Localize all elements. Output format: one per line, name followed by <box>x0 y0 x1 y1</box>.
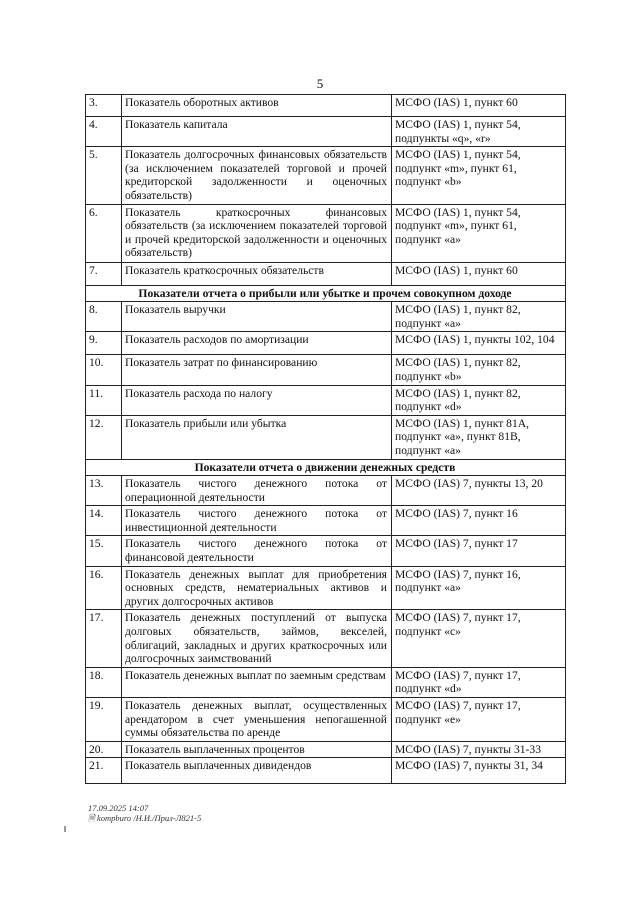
row-number: 19. <box>86 698 122 742</box>
ifrs-reference: МСФО (IAS) 1, пункт 81A, подпункт «a», пункт 81B, подпункт «a» <box>392 415 566 459</box>
ifrs-reference: МСФО (IAS) 7, пункт 17, подпункт «d» <box>392 667 566 697</box>
row-number: 5. <box>86 147 122 204</box>
indicator-name: Показатель выплаченных процентов <box>122 741 392 758</box>
indicator-name: Показатель затрат по финансированию <box>122 355 392 385</box>
document-icon: 🗎 <box>88 813 97 823</box>
table-row <box>86 610 566 667</box>
row-number: 11. <box>86 385 122 415</box>
section-header-row <box>86 459 566 476</box>
ifrs-reference: МСФО (IAS) 7, пункты 31-33 <box>392 741 566 758</box>
row-number: 10. <box>86 355 122 385</box>
table-row <box>86 667 566 697</box>
table-row <box>86 204 566 262</box>
table-row <box>86 355 566 385</box>
ifrs-reference: МСФО (IAS) 1, пункты 102, 104 <box>392 332 566 355</box>
row-number: 7. <box>86 262 122 285</box>
row-number: 12. <box>86 415 122 459</box>
table-row <box>86 758 566 784</box>
row-number: 13. <box>86 476 122 506</box>
row-number: 8. <box>86 302 122 332</box>
ifrs-reference: МСФО (IAS) 1, пункт 82, подпункт «a» <box>392 302 566 332</box>
ifrs-reference: МСФО (IAS) 7, пункт 17, подпункт «c» <box>392 610 566 667</box>
row-number: 4. <box>86 117 122 147</box>
row-number: 16. <box>86 566 122 610</box>
footer-file-ref <box>88 813 201 823</box>
ifrs-reference: МСФО (IAS) 7, пункт 17, подпункт «e» <box>392 698 566 742</box>
ifrs-reference: МСФО (IAS) 7, пункт 16, подпункт «a» <box>392 566 566 610</box>
row-number: 3. <box>86 95 122 117</box>
row-number: 6. <box>86 204 122 262</box>
indicator-name: Показатель выручки <box>122 302 392 332</box>
table-row <box>86 476 566 506</box>
ifrs-reference: МСФО (IAS) 7, пункты 13, 20 <box>392 476 566 506</box>
table-row <box>86 147 566 204</box>
ifrs-reference: МСФО (IAS) 7, пункты 31, 34 <box>392 758 566 784</box>
table-row <box>86 117 566 147</box>
row-number: 20. <box>86 741 122 758</box>
ifrs-reference: МСФО (IAS) 1, пункт 54, подпункт «m», пункт 61, подпункт «b» <box>392 147 566 204</box>
indicator-name: Показатель денежных выплат, осуществленных арендатором в счет уменьшения непогашенной суммы обязательства по аренде <box>122 698 392 742</box>
table-row <box>86 566 566 610</box>
indicators-table-body <box>86 95 566 784</box>
indicator-name: Показатель чистого денежного потока от финансовой деятельности <box>122 536 392 566</box>
row-number: 21. <box>86 758 122 784</box>
scan-mark <box>64 826 66 832</box>
row-number: 9. <box>86 332 122 355</box>
indicator-name: Показатель оборотных активов <box>122 95 392 117</box>
indicator-name: Показатель денежных выплат для приобретения основных средств, нематериальных активов и других долгосрочных активов <box>122 566 392 610</box>
ifrs-reference: МСФО (IAS) 1, пункт 82, подпункт «d» <box>392 385 566 415</box>
footer-datetime: 17.09.2025 14:07 <box>88 803 149 813</box>
row-number: 15. <box>86 536 122 566</box>
ifrs-reference: МСФО (IAS) 1, пункт 60 <box>392 95 566 117</box>
table-row <box>86 741 566 758</box>
ifrs-reference: МСФО (IAS) 1, пункт 54, подпункты «q», «r» <box>392 117 566 147</box>
section-title: Показатели отчета о движении денежных средств <box>86 459 566 476</box>
indicator-name: Показатель чистого денежного потока от инвестиционной деятельности <box>122 506 392 536</box>
table-row <box>86 415 566 459</box>
table-row <box>86 262 566 285</box>
row-number: 18. <box>86 667 122 697</box>
table-row <box>86 302 566 332</box>
indicator-name: Показатель краткосрочных обязательств <box>122 262 392 285</box>
indicator-name: Показатель расходов по амортизации <box>122 332 392 355</box>
table-row <box>86 536 566 566</box>
ifrs-reference: МСФО (IAS) 7, пункт 16 <box>392 506 566 536</box>
ifrs-reference: МСФО (IAS) 1, пункт 82, подпункт «b» <box>392 355 566 385</box>
ifrs-reference: МСФО (IAS) 7, пункт 17 <box>392 536 566 566</box>
row-number: 17. <box>86 610 122 667</box>
indicator-name: Показатель выплаченных дивидендов <box>122 758 392 784</box>
table-row <box>86 332 566 355</box>
table-row <box>86 698 566 742</box>
indicator-name: Показатель прибыли или убытка <box>122 415 392 459</box>
section-title: Показатели отчета о прибыли или убытке и прочем совокупном доходе <box>86 285 566 302</box>
table-row <box>86 506 566 536</box>
ifrs-reference: МСФО (IAS) 1, пункт 54, подпункт «m», пункт 61, подпункт «a» <box>392 204 566 262</box>
page-number: 5 <box>316 76 324 91</box>
indicator-name: Показатель денежных выплат по заемным средствам <box>122 667 392 697</box>
footer-file-ref-text: kompburo /Н.И./Прил-Л821-5 <box>96 813 202 823</box>
indicator-name: Показатель краткосрочных финансовых обязательств (за исключением показателей торговой и прочей кредиторской задолженности и оценочных обязательств) <box>122 204 392 262</box>
ifrs-reference: МСФО (IAS) 1, пункт 60 <box>392 262 566 285</box>
indicator-name: Показатель капитала <box>122 117 392 147</box>
row-number: 14. <box>86 506 122 536</box>
section-header-row <box>86 285 566 302</box>
indicator-name: Показатель денежных поступлений от выпуска долговых обязательств, займов, векселей, облигаций, закладных и других краткосрочных или долгосрочных заимствований <box>122 610 392 667</box>
indicators-table <box>85 94 566 784</box>
table-row <box>86 385 566 415</box>
indicator-name: Показатель чистого денежного потока от операционной деятельности <box>122 476 392 506</box>
indicator-name: Показатель расхода по налогу <box>122 385 392 415</box>
footer <box>88 803 201 823</box>
table-row <box>86 95 566 117</box>
indicator-name: Показатель долгосрочных финансовых обязательств (за исключением показателей торговой и прочей кредиторской задолженности и оценочных обязательств) <box>122 147 392 204</box>
